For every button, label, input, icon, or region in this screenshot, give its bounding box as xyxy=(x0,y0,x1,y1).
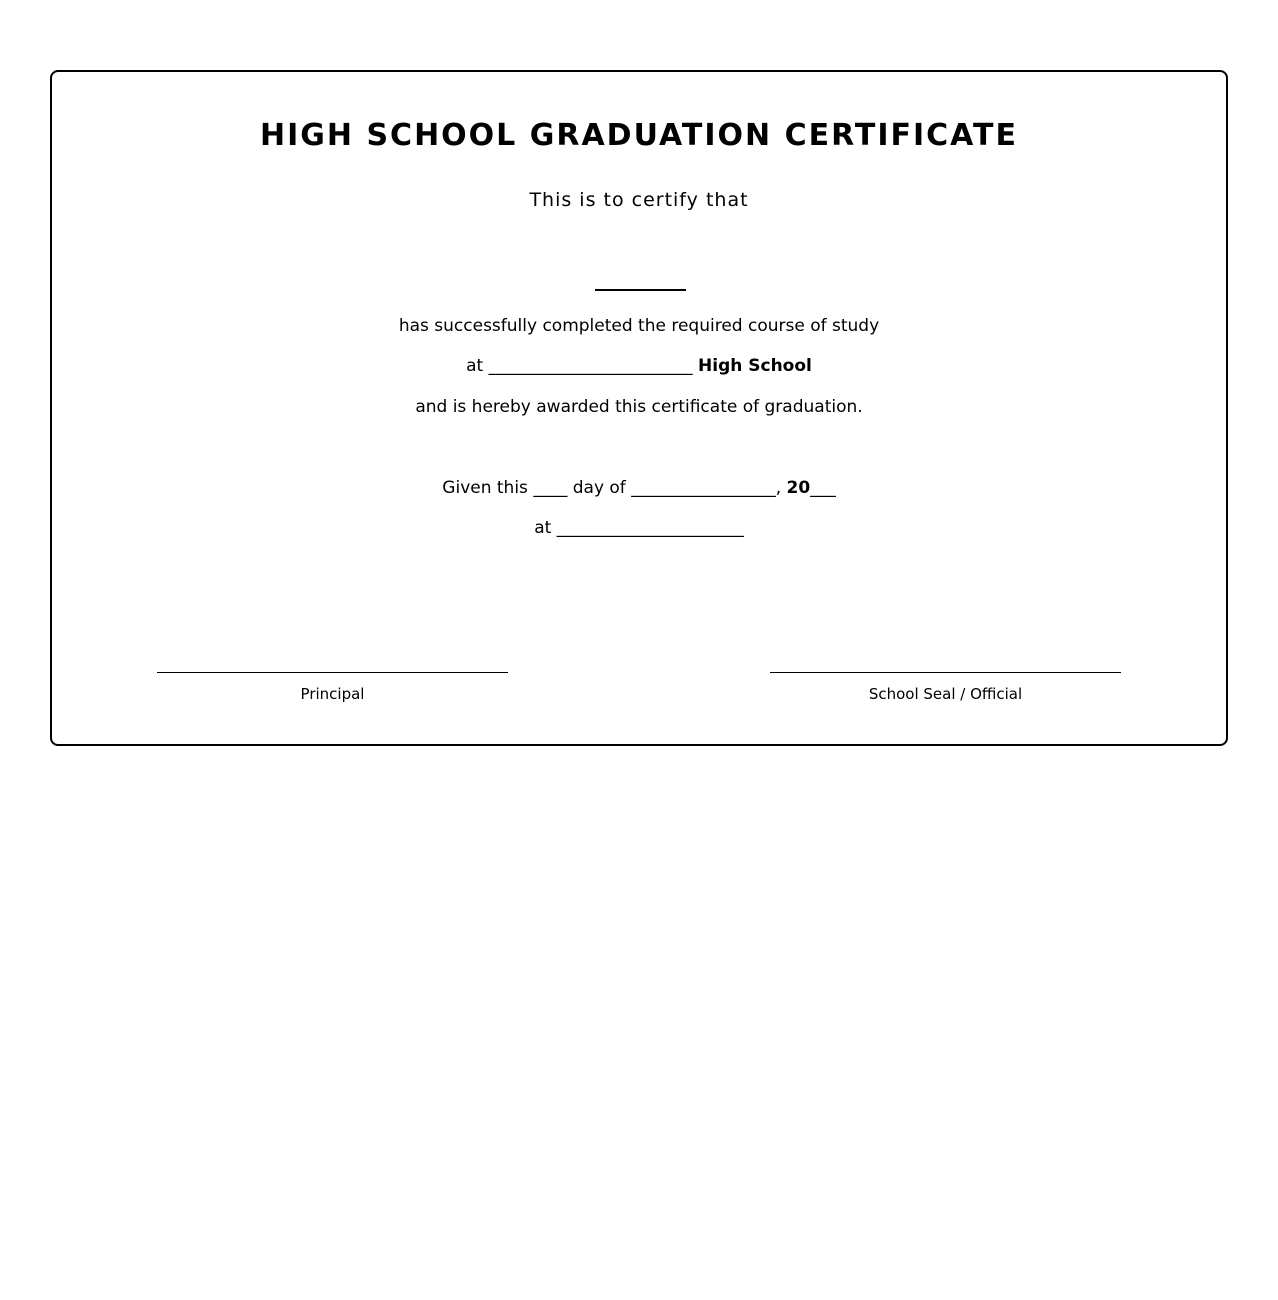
principal-signature xyxy=(157,672,508,704)
award-text: and is hereby awarded this certificate of graduation. xyxy=(415,397,863,417)
date-line xyxy=(52,477,1226,499)
official-signature-line xyxy=(770,672,1121,673)
school-line xyxy=(52,355,1226,377)
day-blank: ____ xyxy=(533,478,568,498)
location-line xyxy=(52,517,1226,539)
principal-signature-line xyxy=(157,672,508,673)
school-suffix: High School xyxy=(698,356,812,376)
location-prefix: at xyxy=(534,518,552,538)
month-blank: _________________, xyxy=(631,478,782,498)
school-prefix: at xyxy=(466,356,484,376)
certify-intro: This is to certify that xyxy=(529,189,749,211)
year-blank: ___ xyxy=(810,478,836,498)
year-prefix: 20 xyxy=(786,478,811,498)
completion-text: has successfully completed the required course of study xyxy=(398,316,880,336)
official-label: School Seal / Official xyxy=(868,685,1023,703)
official-signature xyxy=(770,672,1121,704)
location-blank: ______________________ xyxy=(556,518,744,538)
date-prefix: Given this xyxy=(442,478,528,498)
recipient-name-line xyxy=(595,289,686,291)
school-name-blank: ________________________ xyxy=(488,356,693,376)
principal-label: Principal xyxy=(300,685,365,703)
date-middle: day of xyxy=(572,478,626,498)
certificate-title: HIGH SCHOOL GRADUATION CERTIFICATE xyxy=(260,118,1018,153)
certificate-frame xyxy=(50,70,1228,746)
